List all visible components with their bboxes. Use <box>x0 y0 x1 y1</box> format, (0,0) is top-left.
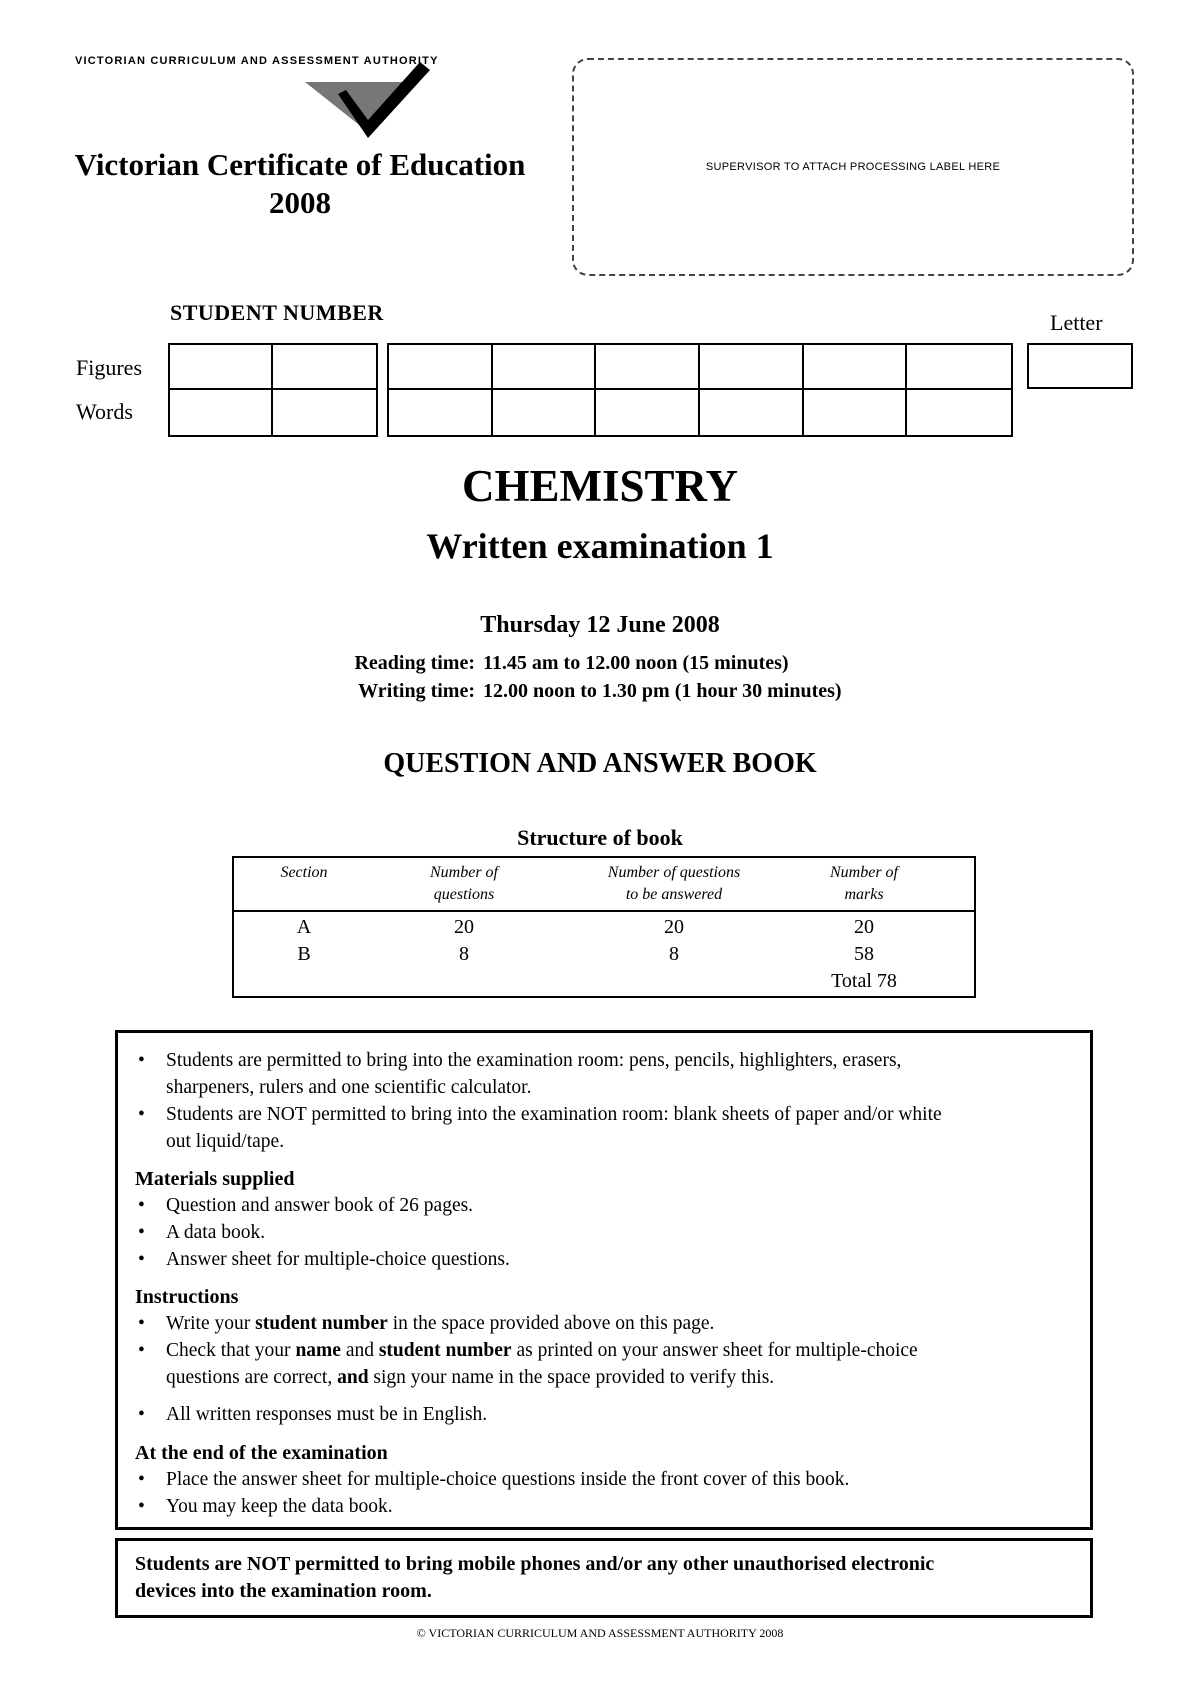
vcaa-logo <box>300 60 430 140</box>
bullet: • <box>138 1222 145 1243</box>
instruction-text: out liquid/tape. <box>166 1131 285 1152</box>
emphasis: name <box>295 1340 341 1361</box>
table-cell: 58 <box>854 943 874 965</box>
header-text: Number of <box>430 864 498 881</box>
header-text: to be answered <box>625 886 723 903</box>
book-type: QUESTION AND ANSWER BOOK <box>383 748 817 779</box>
paper-title: Written examination 1 <box>426 526 774 566</box>
instruction-text <box>166 1313 714 1335</box>
digit-box[interactable] <box>170 345 273 390</box>
table-cell: 20 <box>454 916 474 938</box>
text: and <box>340 1340 379 1361</box>
digit-box[interactable] <box>700 345 804 390</box>
structure-title: Structure of book <box>517 825 683 850</box>
emphasis: student number <box>378 1340 512 1361</box>
instruction-text: Students are NOT permitted to bring into the examination room: blank sheets of paper and/or white <box>166 1104 942 1125</box>
exam-date: Thursday 12 June 2008 <box>480 612 720 638</box>
writing-time <box>330 680 842 703</box>
header-to-be-answered <box>574 862 774 906</box>
digit-box[interactable] <box>907 390 1011 435</box>
instructions-box <box>115 1030 1093 1530</box>
materials-item: Answer sheet for multiple-choice questions. <box>166 1249 510 1270</box>
warning-box <box>115 1538 1093 1618</box>
subject-title: CHEMISTRY <box>462 461 738 511</box>
text: as printed on your answer sheet for multiple-choice <box>511 1340 918 1361</box>
certificate-title <box>60 146 540 222</box>
header-marks <box>794 862 934 906</box>
total-marks: Total 78 <box>831 970 897 992</box>
text: questions are correct, <box>166 1367 338 1388</box>
bullet: • <box>138 1249 145 1270</box>
words-label: Words <box>76 399 133 424</box>
bullet: • <box>138 1104 145 1125</box>
writing-time-value: 12.00 noon to 1.30 pm (1 hour 30 minutes) <box>483 680 842 702</box>
certificate-year: 2008 <box>269 185 331 220</box>
letter-box[interactable] <box>1027 343 1133 389</box>
instructions-heading: Instructions <box>135 1286 239 1308</box>
instruction-text: sharpeners, rulers and one scientific calculator. <box>166 1077 532 1098</box>
digit-box[interactable] <box>804 390 908 435</box>
instruction-text <box>166 1367 774 1389</box>
end-heading: At the end of the examination <box>135 1442 388 1464</box>
bullet: • <box>138 1340 145 1361</box>
student-number-grid-right <box>387 343 1013 437</box>
writing-time-label: Writing time: <box>358 680 475 702</box>
header-text: questions <box>433 886 495 903</box>
table-cell: 8 <box>459 943 469 965</box>
table-cell: 20 <box>854 916 874 938</box>
digit-box[interactable] <box>907 345 1011 390</box>
table-cell: B <box>297 943 311 965</box>
text: Check that your <box>166 1340 296 1361</box>
instruction-text: Students are permitted to bring into the examination room: pens, pencils, highlighters, erasers, <box>166 1050 902 1071</box>
digit-box[interactable] <box>273 390 376 435</box>
digit-box[interactable] <box>804 345 908 390</box>
header-text: marks <box>844 886 884 903</box>
instruction-text <box>166 1340 918 1362</box>
structure-table-header <box>234 858 974 912</box>
letter-label: Letter <box>1050 310 1103 335</box>
student-number-grid-left <box>168 343 378 437</box>
student-number-heading: STUDENT NUMBER <box>170 300 384 325</box>
digit-box[interactable] <box>493 390 597 435</box>
table-cell: A <box>296 916 312 938</box>
materials-item: Question and answer book of 26 pages. <box>166 1195 474 1216</box>
digit-box[interactable] <box>170 390 273 435</box>
digit-box[interactable] <box>389 345 493 390</box>
table-cell: 20 <box>664 916 684 938</box>
reading-time-label: Reading time: <box>354 652 475 674</box>
header-section: Section <box>280 864 328 881</box>
warning-line: Students are NOT permitted to bring mobile phones and/or any other unauthorised electronic <box>135 1553 935 1575</box>
digit-box[interactable] <box>493 345 597 390</box>
reading-time-value: 11.45 am to 12.00 noon (15 minutes) <box>483 652 789 674</box>
copyright: © VICTORIAN CURRICULUM AND ASSESSMENT AUTHORITY 2008 <box>416 1626 784 1640</box>
warning-line: devices into the examination room. <box>135 1580 432 1602</box>
bullet: • <box>138 1313 145 1334</box>
digit-box[interactable] <box>596 345 700 390</box>
figures-label: Figures <box>76 355 142 380</box>
header-text: Number of questions <box>607 864 741 881</box>
instruction-text: You may keep the data book. <box>166 1496 393 1517</box>
emphasis: student number <box>255 1313 388 1334</box>
digit-box[interactable] <box>389 390 493 435</box>
certificate-name: Victorian Certificate of Education <box>74 147 526 182</box>
digit-box[interactable] <box>596 390 700 435</box>
reading-time <box>330 652 789 675</box>
text: in the space provided above on this page. <box>387 1313 715 1334</box>
table-cell: 8 <box>669 943 679 965</box>
processing-label-text: SUPERVISOR TO ATTACH PROCESSING LABEL HERE <box>705 161 1001 173</box>
warning-text <box>135 1551 934 1605</box>
bullet: • <box>138 1195 145 1216</box>
header-text: Number of <box>830 864 898 881</box>
digit-box[interactable] <box>700 390 804 435</box>
materials-heading: Materials supplied <box>135 1168 295 1190</box>
authority-name: VICTORIAN CURRICULUM AND ASSESSMENT AUTHORITY <box>75 55 439 67</box>
structure-table <box>232 856 976 998</box>
bullet: • <box>138 1496 145 1517</box>
materials-item: A data book. <box>166 1222 266 1243</box>
digit-box[interactable] <box>273 345 376 390</box>
instruction-text: All written responses must be in English. <box>166 1404 488 1425</box>
instruction-text: Place the answer sheet for multiple-choice questions inside the front cover of this book. <box>166 1469 850 1490</box>
processing-label-area <box>572 58 1134 276</box>
bullet: • <box>138 1469 145 1490</box>
text: Write your <box>166 1313 256 1334</box>
text: sign your name in the space provided to verify this. <box>368 1367 775 1388</box>
emphasis: and <box>337 1367 369 1388</box>
bullet: • <box>138 1404 145 1425</box>
bullet: • <box>138 1050 145 1071</box>
header-number-of-questions <box>394 862 534 906</box>
